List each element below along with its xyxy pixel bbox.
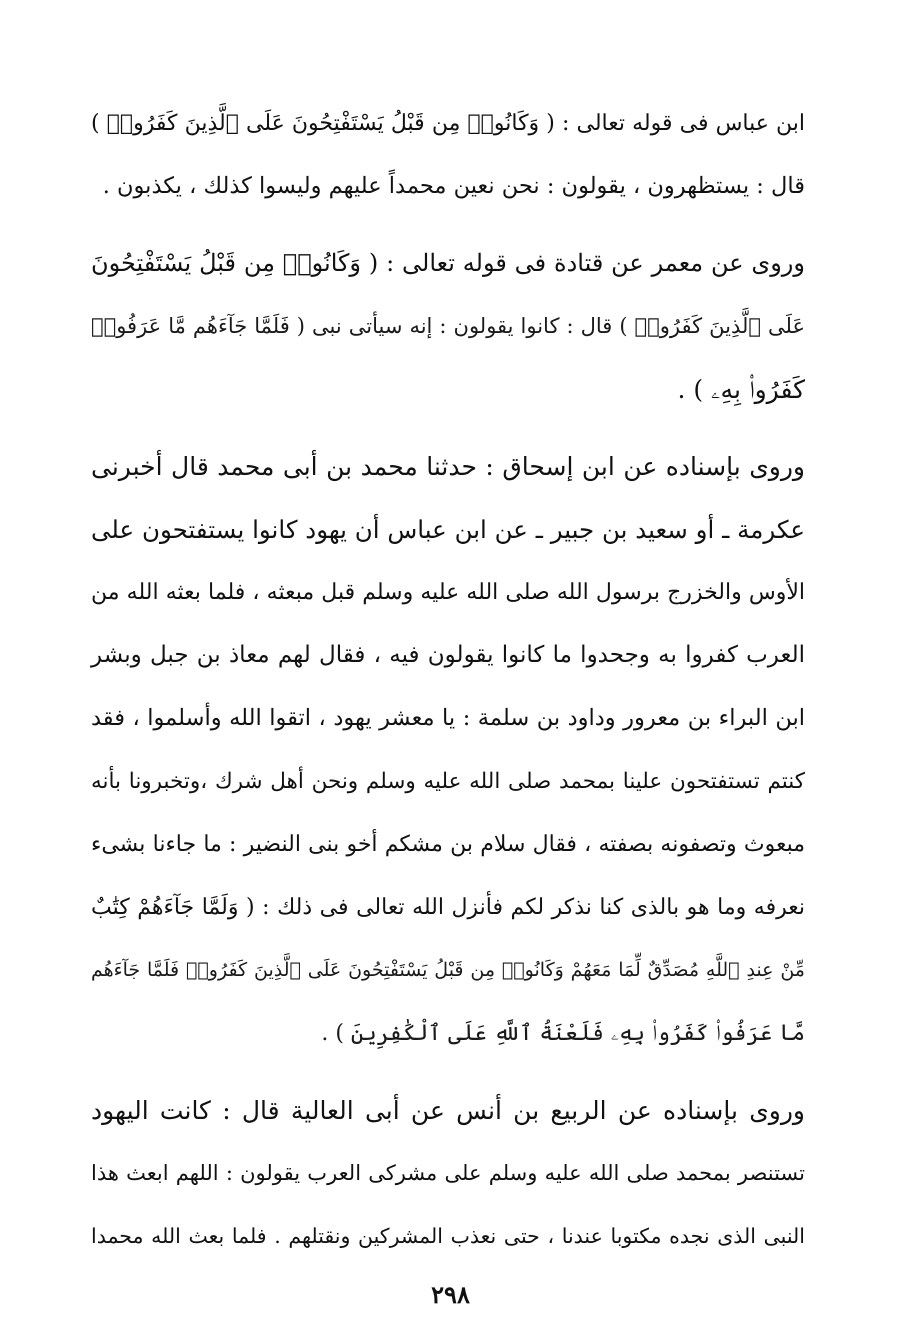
text-line: وروى عن معمر عن قتادة فى قوله تعالى : ( وَكَانُوا۟ مِن قَبْلُ يَسْتَفْتِحُونَ	[91, 249, 805, 277]
text-line: ابن البراء بن معرور وداود بن سلمة : يا معشر يهود ، اتقوا الله وأسلموا ، فقد	[91, 705, 805, 731]
text-line: مِّنْ عِندِ ٱللَّهِ مُصَدِّقٌ لِّمَا مَعَهُمْ وَكَانُوا۟ مِن قَبْلُ يَسْتَفْتِحُونَ عَلَى ٱلَّذِينَ كَفَرُوا۟ فَلَمَّا جَآءَهُم	[91, 959, 805, 981]
text-line: العرب كفروا به وجحدوا ما كانوا يقولون فيه ، فقال لهم معاذ بن جبل وبشر	[91, 642, 805, 668]
text-line: مبعوث وتصفونه بصفته ، فقال سلام بن مشكم أخو بنى النضير : ما جاءنا بشىء	[91, 832, 805, 857]
text-line: تستنصر بمحمد صلى الله عليه وسلم على مشركى العرب يقولون : اللهم ابعث هذا	[91, 1161, 805, 1185]
text-line: ابن عباس فى قوله تعالى : ( وَكَانُوا۟ مِن قَبْلُ يَسْتَفْتِحُونَ عَلَى ٱلَّذِينَ كَفَرُوا۟ )	[91, 111, 805, 136]
paragraph-1	[91, 92, 805, 218]
text-line: وروى بإسناده عن ابن إسحاق : حدثنا محمد بن أبى محمد قال أخبرنى	[91, 452, 805, 481]
text-line: نعرفه وما هو بالذى كنا نذكر لكم فأنزل الله تعالى فى ذلك : ( وَلَمَّا جَآءَهُمْ كِتَٰبٌ	[91, 895, 805, 920]
paragraph-2	[91, 232, 805, 421]
page-number: ٢٩٨	[431, 1280, 470, 1309]
text-line: مَّا عَرَفُوا۟ كَفَرُوا۟ بِهِۦ فَلَعْنَةُ ٱللَّهِ عَلَى ٱلْكَٰفِرِينَ ) .	[321, 1021, 805, 1046]
text-line: عَلَى ٱلَّذِينَ كَفَرُوا۟ ) قال : كانوا يقولون : إنه سيأتى نبى ( فَلَمَّا جَآءَهُم مَّا عَرَفُوا۟	[91, 314, 805, 338]
page-body	[91, 92, 805, 1268]
paragraph-3	[91, 435, 805, 1065]
text-line: وروى بإسناده عن الربيع بن أنس عن أبى العالية قال : كانت اليهود	[91, 1096, 805, 1125]
text-line: كنتم تستفتحون علينا بمحمد صلى الله عليه وسلم ونحن أهل شرك ،وتخبرونا بأنه	[91, 769, 805, 794]
text-line: الأوس والخزرج برسول الله صلى الله عليه وسلم قبل مبعثه ، فلما بعثه الله من	[91, 580, 805, 605]
paragraph-4	[91, 1079, 805, 1268]
text-line: قال : يستظهرون ، يقولون : نحن نعين محمداً عليهم وليسوا كذلك ، يكذبون .	[102, 173, 805, 199]
text-line: كَفَرُوا۟ بِهِۦ ) .	[677, 375, 805, 404]
text-line: عكرمة ـ أو سعيد بن جبير ـ عن ابن عباس أن يهود كانوا يستفتحون على	[91, 515, 805, 544]
text-line: النبى الذى نجده مكتوبا عندنا ، حتى نعذب المشركين ونقتلهم . فلما بعث الله محمدا	[91, 1224, 805, 1248]
